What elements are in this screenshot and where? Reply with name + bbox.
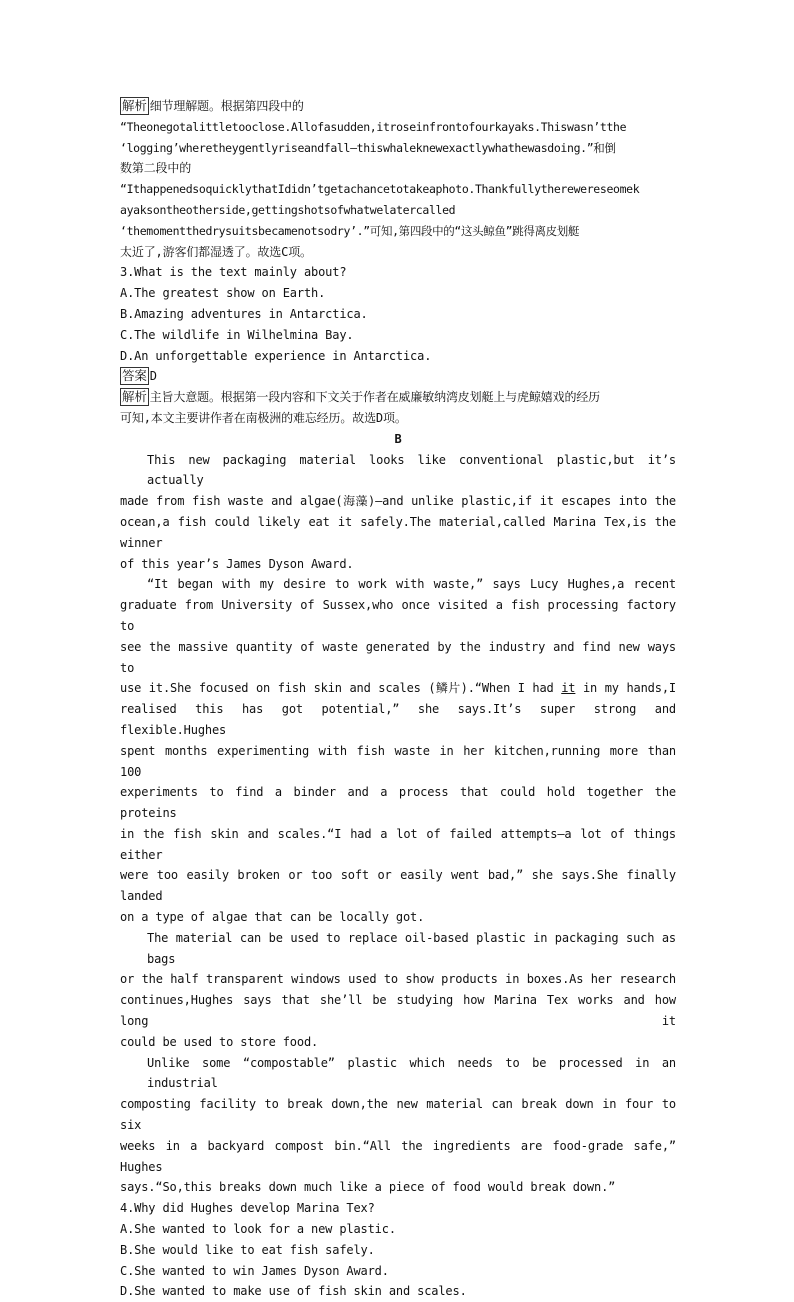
analysis-line: “IthappenedsoquicklythatIdidn’tgetachancetotakeaphoto.Thankfullytherewereseomek [120, 182, 640, 197]
paragraph-2: “It began with my desire to work with waste,” says Lucy Hughes,a recent graduate from University of Sussex,who once visited a fish processing factory to see the massive quantity of waste generated by the industry and find new ways to use it.She focused on fish skin and scales (鳞片).“When I had it in my hands,I realised this has got potential,” she says.It’s super strong and flexible.Hughes spent months experimenting with fish waste in her kitchen,running more than 100 experiments to find a binder and a process that could hold together the proteins in the fish skin and scales.“I had a lot of failed attempts—a lot of things either were too easily broken or too soft or easily went bad,” she says.She finally landed on a type of algae that can be locally got. [120, 577, 676, 925]
question-3: 3.What is the text mainly about? [120, 265, 347, 280]
analysis-line: 可知,本文主要讲作者在南极洲的难忘经历。故选D项。 [120, 410, 407, 425]
option-a: A.The greatest show on Earth. [120, 286, 326, 301]
analysis-line: “Theonegotalittletooclose.Allofasudden,itroseinfrontofourkayaks.Thiswasn’tthe [120, 119, 627, 134]
option-b: B.Amazing adventures in Antarctica. [120, 306, 368, 321]
option-c: C.The wildlife in Wilhelmina Bay. [120, 327, 354, 342]
analysis-tag: 解析 [122, 98, 147, 113]
analysis-line: 解析 细节理解题。根据第四段中的 [122, 98, 304, 113]
analysis-tag: 解析 [122, 389, 147, 405]
paragraph-1: This new packaging material looks like conventional plastic,but it’s actually made from fish waste and algae(海藻)—and unlike plastic,if it escapes into the ocean,a fish could likely eat it safely.The material,called Marina Tex,is the winner of this year’s James Dyson Award. [120, 452, 676, 571]
option-d: D.An unforgettable experience in Antarctica. [120, 348, 432, 363]
document-page [120, 96, 676, 1302]
question-4: 4.Why did Hughes develop Marina Tex? [120, 1201, 375, 1216]
analysis-line: ‘logging’wheretheygentlyriseandfall—thiswhaleknewexactlywhathewasdoing.”和倒 [120, 140, 616, 155]
analysis-line: ‘themomentthedrysuitsbecamenotsodry’.”可知,第四段中的“这头鲸鱼”跳得离皮划艇 [120, 223, 580, 238]
paragraph-3: The material can be used to replace oil-based plastic in packaging such as bags or the half transparent windows used to show products in boxes.As her research continues,Hughes says that she’ll be studying how Marina Tex works and how long it could be used to store food. [120, 930, 676, 1049]
answer-value: D [149, 369, 157, 384]
answer-tag: 答案 [122, 368, 147, 384]
option-c: C.She wanted to win James Dyson Award. [120, 1263, 389, 1278]
option-d: D.She wanted to make use of fish skin and scales. [120, 1284, 467, 1299]
analysis-line: ayaksontheotherside,gettingshotsofwhatwelatercalled [120, 202, 456, 217]
analysis-line: 太近了,游客们都湿透了。故选C项。 [120, 244, 312, 259]
option-a: A.She wanted to look for a new plastic. [120, 1222, 396, 1237]
section-heading: B [394, 431, 402, 446]
underlined-word: it [561, 681, 576, 696]
option-b: B.She would like to eat fish safely. [120, 1242, 375, 1257]
paragraph-4: Unlike some “compostable” plastic which needs to be processed in an industrial composting facility to break down,the new material can break down in four to six weeks in a backyard compost bin.“All the ingredients are food-grade safe,” Hughes says.“So,this breaks down much like a piece of food would break down.” [120, 1055, 676, 1195]
answer-line [120, 366, 676, 387]
analysis-line: 数第二段中的 [120, 161, 192, 176]
analysis-line: 解析 主旨大意题。根据第一段内容和下文关于作者在威廉敏纳湾皮划艇上与虎鲸嬉戏的经历 [122, 389, 601, 405]
